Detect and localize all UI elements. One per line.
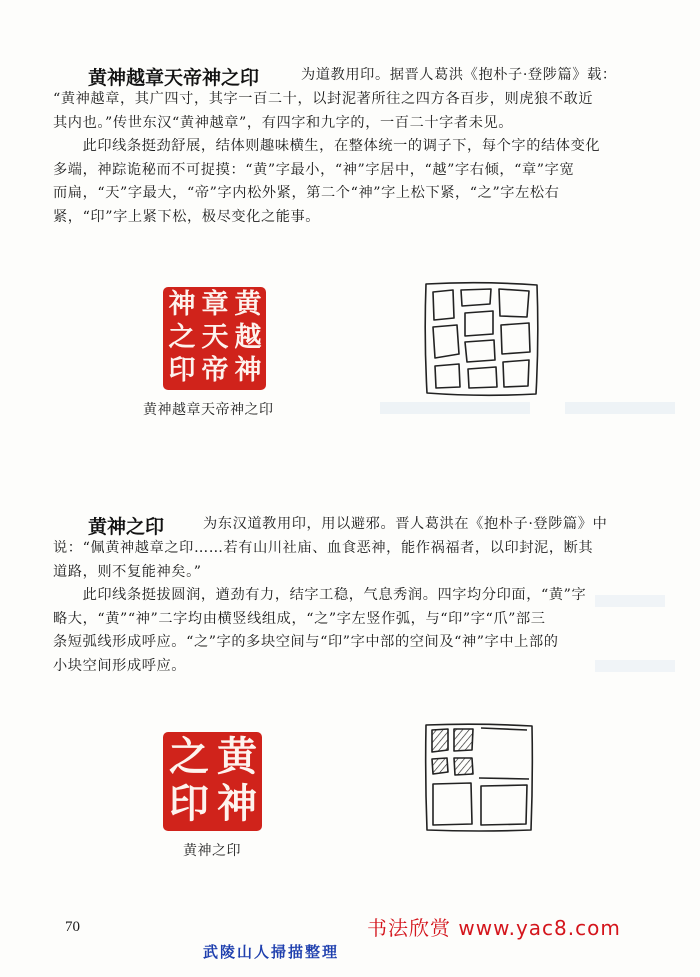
text-line: 此印线条挺拔圆润，遒劲有力，结字工稳，气息秀润。四字均分印面，“黄”字 <box>53 587 587 603</box>
layout-sketch-2 <box>423 722 535 834</box>
seal-glyph: 黄 <box>217 733 257 780</box>
text-line: 道路，则不复能神矣。” <box>53 563 202 580</box>
text-line: 多端，神踪诡秘而不可捉摸：“黄”字最小，“神”字居中，“越”字右倾，“章”字宽 <box>53 161 575 178</box>
seal-impression-1 <box>163 287 266 390</box>
bleed-through-1 <box>380 402 530 414</box>
section2-title: 黄神之印 <box>88 516 165 538</box>
seal-caption-1: 黄神越章天帝神之印 <box>143 402 274 418</box>
layout-sketch-1 <box>423 280 541 398</box>
seal-glyph: 越 <box>234 322 262 353</box>
text-line: 条短弧线形成呼应。“之”字的多块空间与“印”字中部的空间及“神”字中上部的 <box>53 634 559 650</box>
seal-glyph: 印 <box>169 780 209 827</box>
text-line: 其内也。”传世东汉“黄神越章”，有四字和九字的，一百二十字者未见。 <box>53 114 514 131</box>
seal-glyph: 章 <box>201 289 229 320</box>
text-line: 而扁，“天”字最大，“帝”字内松外紧，第二个“神”字上松下紧，“之”字左松右 <box>53 185 560 201</box>
seal-glyph: 神 <box>217 780 257 827</box>
seal-glyph: 之 <box>168 322 196 353</box>
text-line: 此印线条挺劲舒展，结体则趣味横生，在整体统一的调子下，每个字的结体变化 <box>53 138 601 154</box>
seal-glyph: 神 <box>168 289 196 320</box>
text-line: 略大，“黄”“神”二字均由横竖线组成，“之”字左竖作弧，与“印”字“爪”部三 <box>53 610 546 627</box>
seal-glyph: 天 <box>201 322 229 353</box>
seal-glyph: 之 <box>169 733 209 780</box>
section1-body <box>53 88 653 229</box>
text-line: 紧，“印”字上紧下松，极尽变化之能事。 <box>53 208 321 225</box>
section1-lead: 为道教用印。据晋人葛洪《抱朴子·登陟篇》载： <box>301 67 617 83</box>
seal-glyph: 神 <box>234 355 262 386</box>
bleed-through-2 <box>565 402 675 414</box>
site-watermark: 书法欣赏 www.yac8.com <box>367 916 621 940</box>
seal-impression-2 <box>163 732 262 831</box>
page-number: 70 <box>65 919 80 935</box>
text-line: 小块空间形成呼应。 <box>53 657 187 674</box>
seal-glyph: 黄 <box>234 289 262 320</box>
seal-caption-2: 黄神之印 <box>183 843 241 859</box>
seal-glyph: 帝 <box>201 355 229 386</box>
scanner-credit: 武陵山人掃描整理 <box>203 943 340 961</box>
section1-title: 黄神越章天帝神之印 <box>88 67 260 89</box>
seal-glyph: 印 <box>168 355 196 386</box>
text-line: “黄神越章，其广四寸，其字一百二十，以封泥著所往之四方各百步，则虎狼不敢近 <box>53 91 594 107</box>
section2-body <box>53 537 653 678</box>
section2-lead: 为东汉道教用印，用以避邪。晋人葛洪在《抱朴子·登陟篇》中 <box>203 516 608 532</box>
text-line: 说：“佩黄神越章之印……若有山川社庙、血食恶神，能作祸福者，以印封泥，断其 <box>53 540 594 556</box>
